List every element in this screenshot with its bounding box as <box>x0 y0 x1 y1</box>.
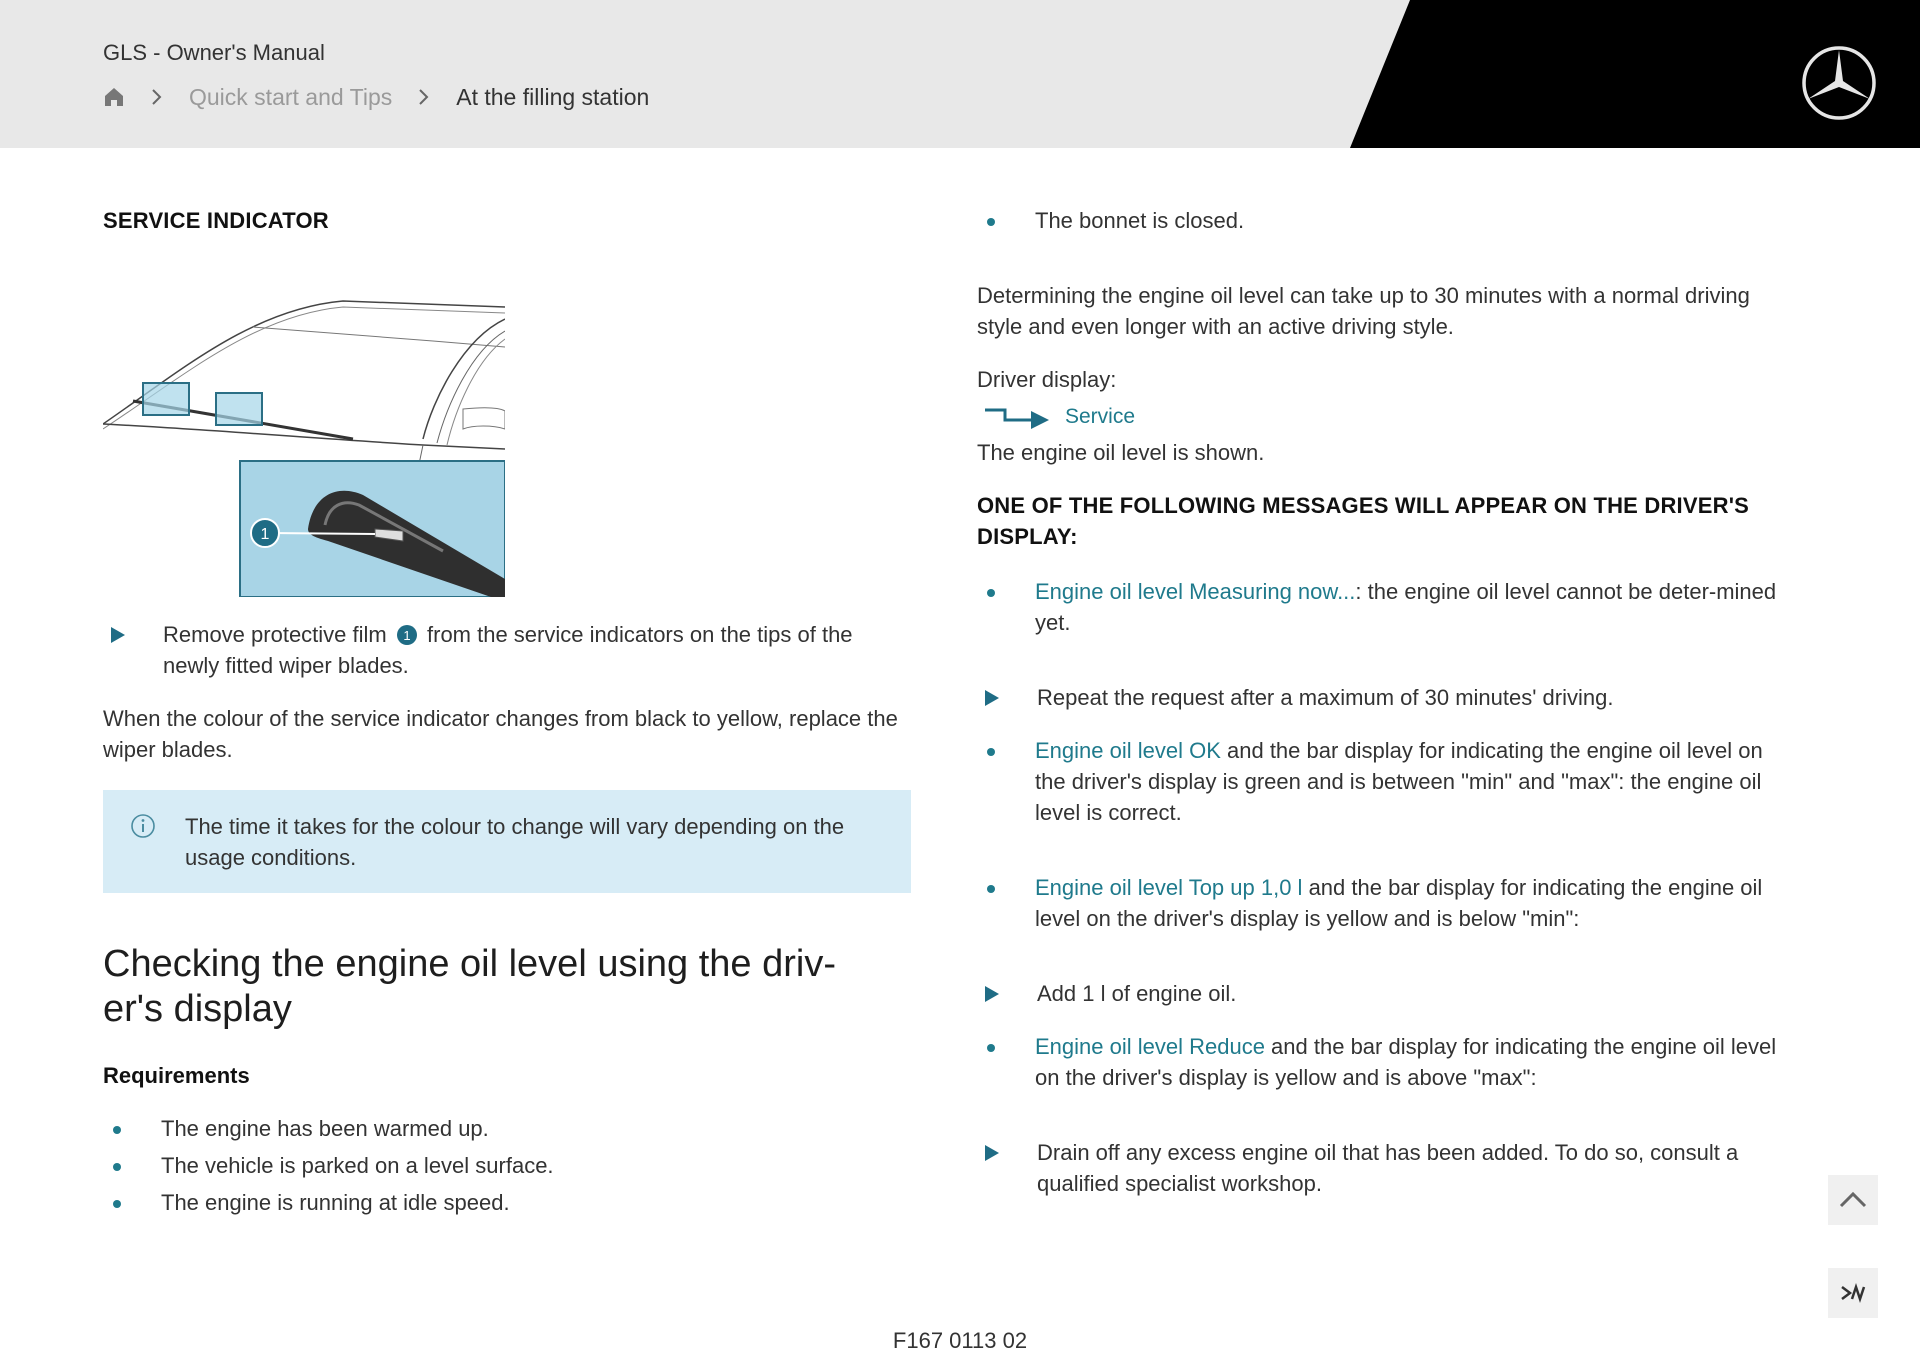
wiper-blade-illustration <box>103 279 505 597</box>
message-top-up: Engine oil level Top up 1,0 l and the bar display for indicating the engine oil level on the driver's display is yellow and is below "min": <box>977 872 1777 934</box>
left-column <box>103 205 911 1218</box>
info-text: The time it takes for the colour to change will vary depending on the usage conditions. <box>185 814 845 870</box>
message-measuring: Engine oil level Measuring now...: the engine oil level cannot be deter-mined yet. <box>977 576 1777 638</box>
info-circle-icon <box>130 813 156 839</box>
home-icon[interactable] <box>103 86 125 108</box>
document-title: GLS - Owner's Manual <box>103 40 325 65</box>
instruction-arrow-icon <box>985 690 999 706</box>
menu-path-arrow-icon <box>985 404 1055 430</box>
colour-change-note: When the colour of the service indicator changes from black to yellow, replace the wiper blades. <box>103 706 898 762</box>
svg-text:1: 1 <box>403 628 411 643</box>
instruction-arrow-icon <box>985 1145 999 1161</box>
list-item: The engine is running at idle speed. <box>103 1187 911 1218</box>
step-repeat-request: Repeat the request after a maximum of 30 minutes' driving. <box>977 682 1777 713</box>
chevron-right-icon <box>145 86 169 108</box>
breadcrumb-current: At the filling station <box>456 83 650 110</box>
messages-heading: ONE OF THE FOLLOWING MESSAGES WILL APPEAR ON THE DRIVER'S DISPLAY: <box>977 493 1750 549</box>
list-item: The vehicle is parked on a level surface. <box>103 1150 911 1181</box>
message-reduce: Engine oil level Reduce and the bar display for indicating the engine oil level on the driver's display is yellow and is above "max": <box>977 1031 1777 1093</box>
chevron-right-icon <box>412 86 436 108</box>
service-indicator-heading: SERVICE INDICATOR <box>103 208 329 233</box>
chevron-up-icon <box>1838 1190 1868 1210</box>
share-icon <box>1838 1281 1868 1305</box>
step-add-oil: Add 1 l of engine oil. <box>977 978 1777 1009</box>
instruction-remove-film: Remove protective film 1 from the service indicators on the tips of the newly fitted wiper blades. <box>103 619 911 681</box>
breadcrumb <box>103 82 649 112</box>
figure-callout-number: 1 <box>260 526 270 543</box>
info-box <box>103 790 911 893</box>
windscreen-drawing <box>103 279 505 597</box>
step-drain-oil: Drain off any excess engine oil that has been added. To do so, consult a qualified specialist workshop. <box>977 1137 1777 1199</box>
breadcrumb-link-quick-start[interactable]: Quick start and Tips <box>189 83 393 110</box>
share-button[interactable] <box>1828 1268 1878 1318</box>
driver-display-label: Driver display: <box>977 367 1117 392</box>
callout-1-icon <box>396 624 418 646</box>
scroll-to-top-button[interactable] <box>1828 1175 1878 1225</box>
menu-path <box>977 401 1777 433</box>
instruction-arrow-icon <box>111 627 125 643</box>
list-item-bonnet: The bonnet is closed. <box>977 205 1777 236</box>
header-bar <box>0 0 1920 148</box>
instruction-arrow-icon <box>985 986 999 1002</box>
oil-level-shown: The engine oil level is shown. <box>977 440 1265 465</box>
three-pointed-star-logo <box>1800 44 1878 122</box>
right-column <box>977 205 1777 1199</box>
requirements-heading: Requirements <box>103 1063 250 1088</box>
service-menu-link[interactable]: Service <box>1065 405 1136 428</box>
message-ok: Engine oil level OK and the bar display for indicating the engine oil level on the driver's display is green and is between "min" and "max": the engine oil level is correct. <box>977 735 1777 828</box>
requirements-list <box>103 1113 911 1218</box>
page-code: F167 0113 02 <box>892 1328 1028 1353</box>
determining-note: Determining the engine oil level can take up to 30 minutes with a normal driving style and even longer with an active driving style. <box>977 283 1750 339</box>
list-item: The engine has been warmed up. <box>103 1113 911 1144</box>
section-title: Checking the engine oil level using the driv- er's display <box>103 943 836 1030</box>
